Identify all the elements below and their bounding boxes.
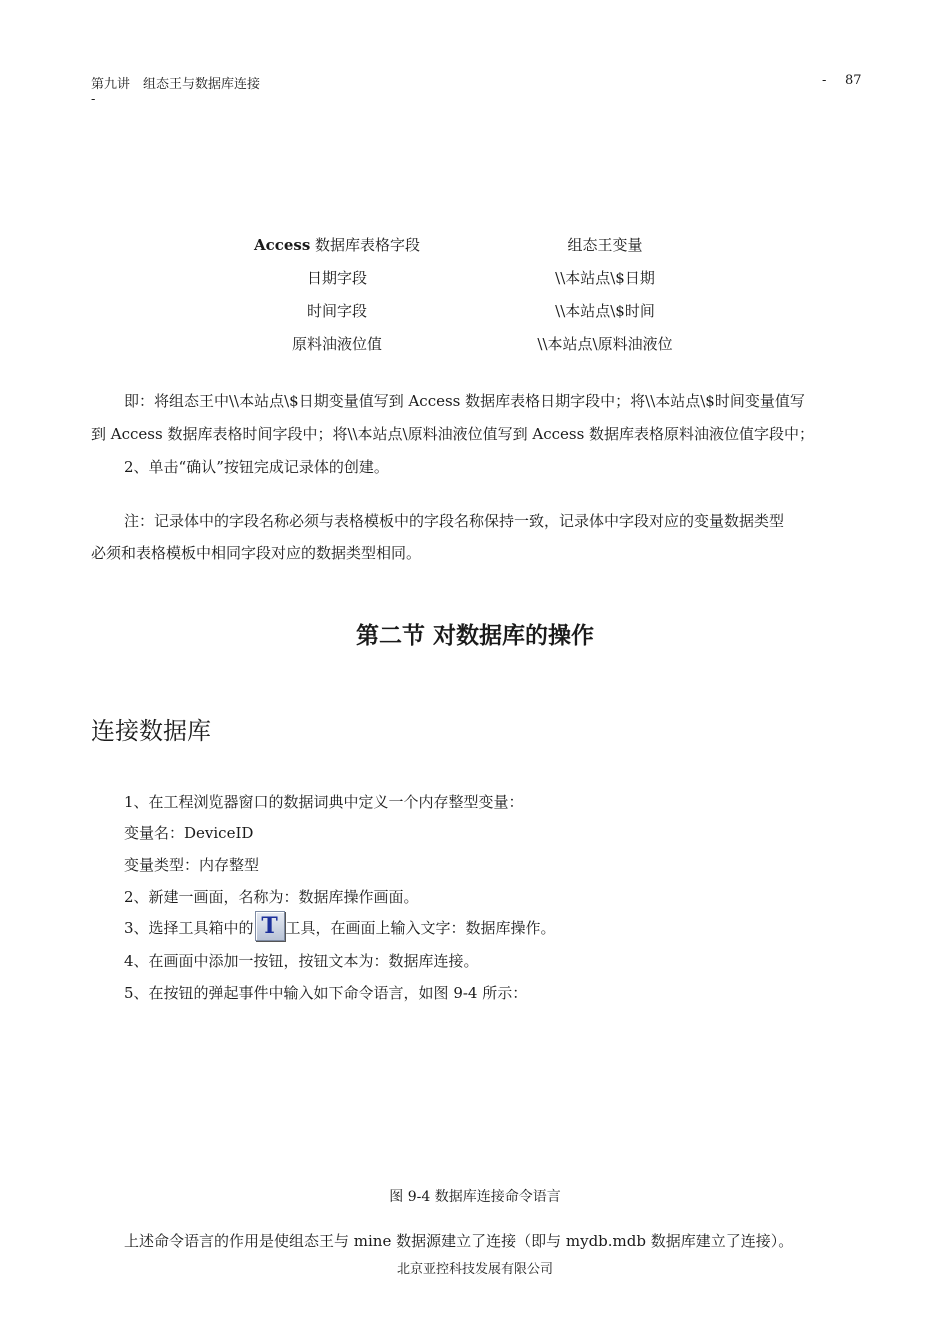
- table-cell-variable: \\本站点\$日期: [555, 269, 655, 287]
- step-3-before: 3、选择工具箱中的: [124, 919, 254, 937]
- footer-company: 北京亚控科技发展有限公司: [396, 1262, 553, 1277]
- step-1: 1、在工程浏览器窗口的数据词典中定义一个内存整型变量：: [124, 793, 524, 811]
- table-header-field: [187, 234, 487, 255]
- variable-type: 变量类型：内存整型: [124, 856, 260, 874]
- figure-caption: 图 9-4 数据库连接命令语言: [389, 1189, 561, 1205]
- table-header-field-rest: 数据库表格字段: [310, 236, 421, 254]
- summary-text: 上述命令语言的作用是使组态王与 mine 数据源建立了连接（即与 mydb.mdb 数据库建立了连接）。: [124, 1232, 794, 1250]
- note-line: 必须和表格模板中相同字段对应的数据类型相同。: [91, 544, 422, 562]
- subsection-title: 连接数据库: [91, 717, 211, 745]
- table-cell-field: 日期字段: [306, 269, 367, 287]
- table-cell-field: 原料油液位值: [291, 335, 382, 353]
- text-tool-icon: T: [255, 911, 285, 941]
- table-cell-variable: \\本站点\$时间: [555, 302, 655, 320]
- note-line: 注：记录体中的字段名称必须与表格模板中的字段名称保持一致，记录体中字段对应的变量数据类型: [124, 512, 785, 530]
- table-cell-field: 时间字段: [306, 302, 367, 320]
- step-3: [124, 913, 556, 941]
- step-2: 2、新建一画面，名称为：数据库操作画面。: [124, 888, 419, 906]
- table-header-variable: 组态王变量: [567, 236, 643, 254]
- page-prefix: -: [822, 73, 827, 88]
- paragraph-line: 到 Access 数据库表格时间字段中；将\\本站点\原料油液位值写到 Access 数据库表格原料油液位值字段中；: [91, 425, 815, 443]
- step-4: 4、在画面中添加一按钮，按钮文本为：数据库连接。: [124, 952, 479, 970]
- section-title: 第二节 对数据库的操作: [355, 623, 594, 649]
- variable-name: 变量名：DeviceID: [124, 824, 254, 842]
- chapter-title: 第九讲 组态王与数据库连接: [91, 77, 261, 92]
- table-cell-variable: \\本站点\原料油液位: [537, 335, 673, 353]
- header-dash: -: [91, 92, 96, 107]
- step-5: 5、在按钮的弹起事件中输入如下命令语言，如图 9-4 所示：: [124, 984, 528, 1002]
- paragraph-line: 即：将组态王中\\本站点\$日期变量值写到 Access 数据库表格日期字段中；将\\本站点\$时间变量值写: [124, 392, 805, 410]
- table-header-field-bold: Access: [253, 236, 311, 254]
- step-confirm: 2、单击“确认”按钮完成记录体的创建。: [124, 458, 389, 476]
- step-3-after: 工具，在画面上输入文字：数据库操作。: [285, 919, 556, 937]
- page-number: 87: [845, 73, 862, 88]
